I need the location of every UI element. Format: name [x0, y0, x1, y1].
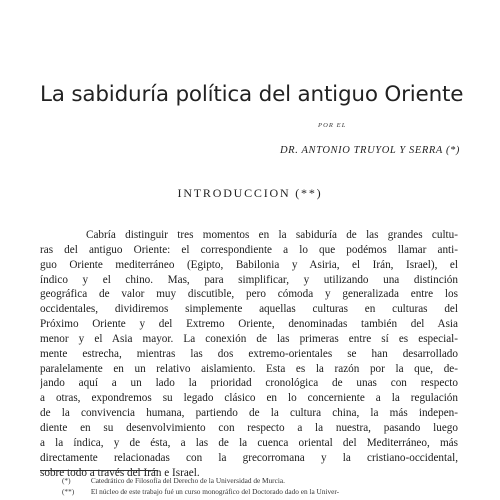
body-line: sobre todo a través del Irán e Israel.	[40, 466, 200, 479]
body-line: occidentales, dividiremos simplemente aquellas culturas en culturas del	[40, 303, 458, 316]
author-name: DR. ANTONIO TRUYOL Y SERRA (*)	[280, 145, 460, 156]
body-line: de la convivencia humana, partiendo de la cultura china, la más indepen-	[40, 407, 458, 420]
body-line: a otras, expondremos su legado clásico en lo concerniente a la regulación	[40, 392, 458, 405]
body-line: directamente relacionadas con la grecorromana y la cristiano-occidental,	[40, 451, 458, 464]
body-line: geográfica de valor muy discutible, pero cómoda y generalizada entre los	[40, 288, 458, 301]
article-title: La sabiduría política del antiguo Oriente	[40, 82, 464, 107]
body-line: mente estrecha, mientras las dos extremo-orientales se han desarrollado	[40, 347, 458, 360]
footnote-mark: (*)	[62, 476, 71, 485]
body-line: menor y el Asia mayor. La conexión de las primeras entre sí es especial-	[40, 332, 458, 345]
body-line: diente en su desenvolvimiento con respecto a la nuestra, pasando luego	[40, 421, 458, 434]
body-line: a la índica, y de ésta, a las de la cuenca oriental del Mediterráneo, más	[40, 436, 458, 449]
body-line: Cabría distinguir tres momentos en la sabiduría de las grandes cultu-	[86, 229, 458, 241]
body-line: guo Oriente mediterráneo (Egipto, Babilonia y Asiria, el Irán, Israel), el	[40, 258, 458, 271]
body-line: ras del antiguo Oriente: el correspondiente a lo que podémos llamar anti-	[40, 243, 458, 256]
body-line: Próximo Oriente y del Extremo Oriente, denominadas también del Asia	[40, 318, 458, 331]
footnote-divider	[40, 470, 158, 471]
footnote-text: Catedrático de Filosofía del Derecho de la Universidad de Murcia.	[90, 476, 285, 485]
body-paragraph	[40, 228, 458, 480]
footnotes	[40, 476, 458, 497]
body-line: paralelamente en un relativo aislamiento. Esta es la razón por la que, de-	[40, 362, 458, 375]
footnote-author	[40, 476, 458, 487]
body-line: jando aquí a un lado la prioridad cronológica de unas con respecto	[40, 377, 458, 390]
footnote-mark: (**)	[62, 486, 75, 496]
footnote-text: El núcleo de este trabajo fué un curso monográfico del Doctorado dado en la Univer-	[90, 486, 340, 496]
byline: POR EL	[318, 122, 347, 129]
body-line: índico y el chino. Mas, para simplificar, y utilizando una distinción	[40, 273, 458, 286]
footnote-introduction	[40, 487, 458, 498]
section-heading: INTRODUCCION (**)	[177, 186, 323, 200]
